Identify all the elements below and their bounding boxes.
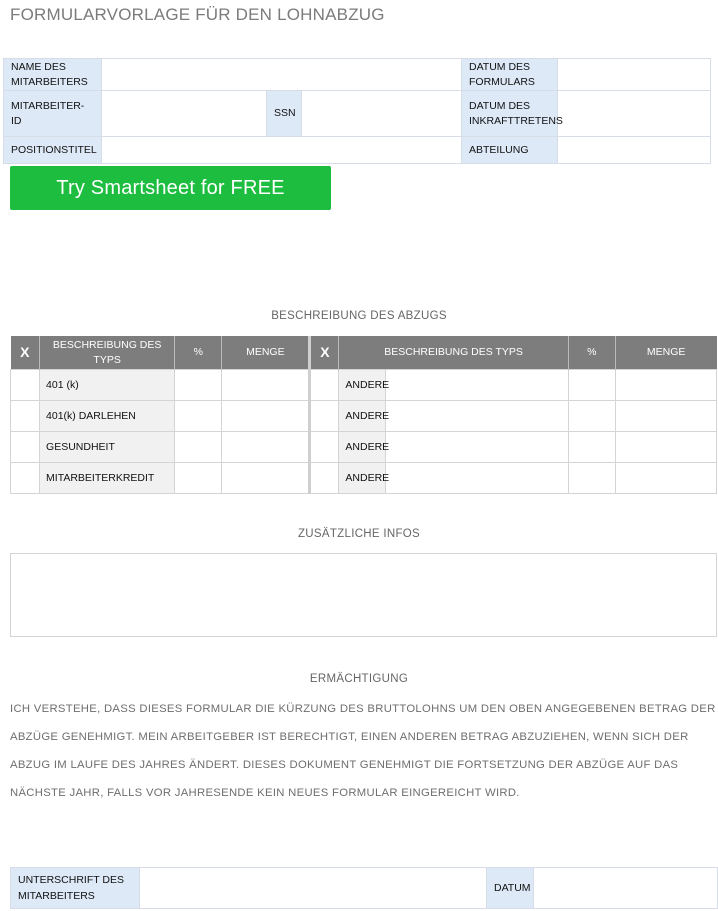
page-title: FORMULARVORLAGE FÜR DEN LOHNABZUG bbox=[10, 5, 385, 24]
x-checkbox-cell[interactable] bbox=[11, 463, 40, 494]
table-row bbox=[11, 432, 717, 463]
percent-column-header: % bbox=[175, 336, 222, 370]
deduction-description: MITARBEITERKREDIT bbox=[40, 463, 175, 494]
effective-date-field[interactable] bbox=[558, 91, 711, 137]
department-label: ABTEILUNG bbox=[462, 137, 558, 164]
employee-signature-label: UNTERSCHRIFT DES MITARBEITERS bbox=[11, 868, 140, 909]
authorization-heading: ERMÄCHTIGUNG bbox=[309, 673, 409, 685]
description-column-header-right: BESCHREIBUNG DES TYPS bbox=[339, 336, 568, 370]
additional-info-textarea[interactable] bbox=[10, 553, 717, 637]
signature-date-field[interactable] bbox=[534, 868, 718, 909]
x-checkbox-cell[interactable] bbox=[310, 401, 339, 432]
table-row bbox=[11, 370, 717, 401]
percent-cell[interactable] bbox=[175, 432, 222, 463]
form-date-label: DATUM DES FORMULARS bbox=[462, 59, 558, 91]
percent-cell[interactable] bbox=[568, 401, 615, 432]
signature-table bbox=[10, 867, 718, 909]
deduction-description: ANDERE bbox=[339, 401, 386, 432]
amount-cell[interactable] bbox=[222, 432, 310, 463]
amount-cell[interactable] bbox=[222, 370, 310, 401]
amount-cell[interactable] bbox=[615, 370, 716, 401]
x-column-header: X bbox=[11, 336, 40, 370]
deduction-table bbox=[10, 336, 717, 494]
x-checkbox-cell[interactable] bbox=[11, 401, 40, 432]
percent-cell[interactable] bbox=[175, 370, 222, 401]
amount-column-header: MENGE bbox=[222, 336, 310, 370]
table-row bbox=[11, 463, 717, 494]
x-column-header-right: X bbox=[310, 336, 339, 370]
amount-cell[interactable] bbox=[615, 432, 716, 463]
x-checkbox-cell[interactable] bbox=[11, 432, 40, 463]
percent-cell[interactable] bbox=[175, 401, 222, 432]
deduction-description: ANDERE bbox=[339, 432, 386, 463]
other-description-cell[interactable] bbox=[386, 370, 568, 401]
signature-date-label: DATUM bbox=[487, 868, 534, 909]
employee-signature-field[interactable] bbox=[140, 868, 487, 909]
other-description-cell[interactable] bbox=[386, 463, 568, 494]
effective-date-label: DATUM DES INKRAFTTRETENS bbox=[462, 91, 558, 137]
department-field[interactable] bbox=[558, 137, 711, 164]
table-row bbox=[11, 401, 717, 432]
employee-name-field[interactable] bbox=[102, 59, 462, 91]
percent-cell[interactable] bbox=[568, 370, 615, 401]
ssn-label: SSN bbox=[267, 91, 302, 137]
ssn-field[interactable] bbox=[302, 91, 462, 137]
employee-info-table bbox=[3, 58, 711, 164]
employee-id-field[interactable] bbox=[102, 91, 267, 137]
percent-cell[interactable] bbox=[568, 432, 615, 463]
amount-cell[interactable] bbox=[615, 401, 716, 432]
amount-cell[interactable] bbox=[615, 463, 716, 494]
position-title-label: POSITIONSTITEL bbox=[4, 137, 102, 164]
additional-info-heading: ZUSÄTZLICHE INFOS bbox=[297, 528, 421, 540]
x-checkbox-cell[interactable] bbox=[310, 432, 339, 463]
deduction-description: 401 (k) bbox=[40, 370, 175, 401]
x-checkbox-cell[interactable] bbox=[310, 370, 339, 401]
deduction-description: 401(k) DARLEHEN bbox=[40, 401, 175, 432]
percent-cell[interactable] bbox=[175, 463, 222, 494]
amount-cell[interactable] bbox=[222, 401, 310, 432]
deduction-description: ANDERE bbox=[339, 463, 386, 494]
other-description-cell[interactable] bbox=[386, 432, 568, 463]
authorization-text: ICH VERSTEHE, DASS DIESES FORMULAR DIE KÜRZUNG DES BRUTTOLOHNS UM DEN OBEN ANGEGEBENEN BETRAG DER ABZÜGE GENEHMIGT. MEIN ARBEITGEBER IST BERECHTIGT, EINEN ANDEREN BETRAG ABZUZIEHEN, WENN SICH DER ABZUG IM LAUFE DES JAHRES ÄNDERT. DIESES DOKUMENT GENEHMIGT DIE FORTSETZUNG DER ABZÜGE AUF DAS NÄCHSTE JAHR, FALLS VOR JAHRESENDE KEIN NEUES FORMULAR EINGEREICHT WIRD. bbox=[10, 703, 716, 799]
x-checkbox-cell[interactable] bbox=[11, 370, 40, 401]
position-title-field[interactable] bbox=[102, 137, 462, 164]
deduction-description: ANDERE bbox=[339, 370, 386, 401]
deduction-description: GESUNDHEIT bbox=[40, 432, 175, 463]
employee-name-label: NAME DES MITARBEITERS bbox=[4, 59, 102, 91]
percent-column-header-right: % bbox=[568, 336, 615, 370]
amount-column-header-right: MENGE bbox=[615, 336, 716, 370]
x-checkbox-cell[interactable] bbox=[310, 463, 339, 494]
description-column-header: BESCHREIBUNG DES TYPS bbox=[40, 336, 175, 370]
percent-cell[interactable] bbox=[568, 463, 615, 494]
other-description-cell[interactable] bbox=[386, 401, 568, 432]
deductions-heading: BESCHREIBUNG DES ABZUGS bbox=[271, 310, 447, 322]
amount-cell[interactable] bbox=[222, 463, 310, 494]
try-smartsheet-button[interactable]: Try Smartsheet for FREE bbox=[10, 166, 331, 210]
form-date-field[interactable] bbox=[558, 59, 711, 91]
employee-id-label: MITARBEITER-ID bbox=[4, 91, 102, 137]
